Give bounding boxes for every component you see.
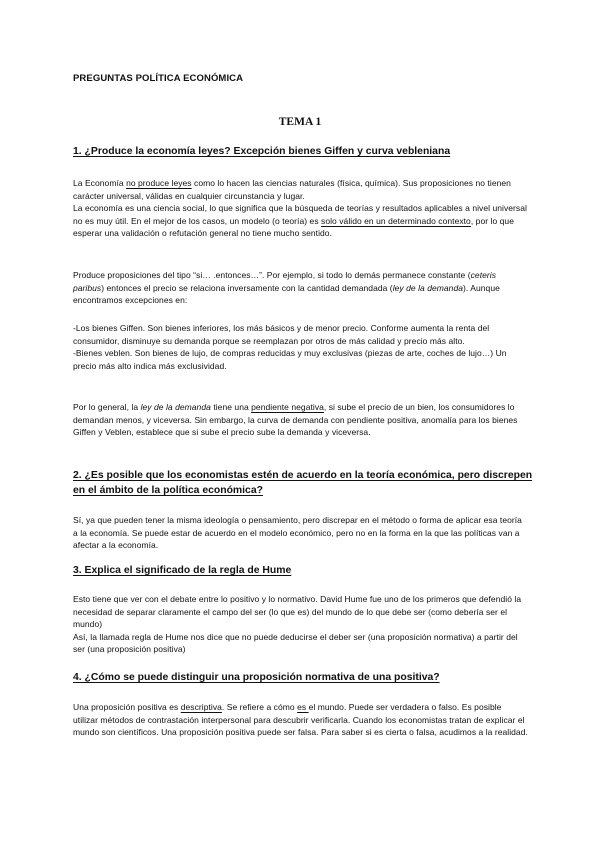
document-title: PREGUNTAS POLÍTICA ECONÓMICA (73, 73, 244, 84)
q1-paragraph-1: La Economía no produce leyes como lo hacen las ciencias naturales (física, química). Sus proposiciones no tienen carácter universal, válidas en cualquier circunstancia y lugar. La economía es una ciencia social, lo que significa que la búsqueda de teorías y resultados aplicables a nivel universal no es muy útil. En el mejor de los casos, un modelo (o teoría) es solo válido en un determinado contexto, por lo que esperar una validación o refutación general no tiene mucho sentido. (73, 178, 527, 238)
q4-underline-es: es (297, 702, 309, 712)
section-title: TEMA 1 (278, 116, 322, 128)
q1-underline-pendiente-negativa: pendiente negativa (251, 402, 324, 412)
q1-underline-no-produce-leyes: no produce leyes (126, 178, 192, 188)
q3-paragraph-1: Esto tiene que ver con el debate entre lo positivo y lo normativo. David Hume fue uno de los primeros que defendió la necesidad de separar claramente el campo del ser (lo que es) del mundo de lo que debe ser (como debería ser el mundo) Así, la llamada regla de Hume nos dice que no puede deducirse el deber ser (una proposición normativa) a partir del ser (una proposición positiva) (73, 594, 522, 654)
q1-paragraph-2: Produce proposiciones del tipo “si… .entonces…”. Por ejemplo, si todo lo demás permanece constante (ceteris paribus) entonces el precio se relaciona inversamente con la cantidad demandada (ley de la demanda). Aunque encontramos excepciones en: (73, 270, 500, 305)
question-4-heading: 4. ¿Cómo se puede distinguir una proposición normativa de una positiva? (73, 672, 440, 683)
question-2-heading: 2. ¿Es posible que los economistas estén de acuerdo en la teoría económica, pero discrepen en el ámbito de la política económica? (73, 470, 533, 496)
q1-paragraph-4: Por lo general, la ley de la demanda tiene una pendiente negativa, si sube el precio de un bien, los consumidores lo demandan menos, y viceversa. Sin embargo, la curva de demanda con pendiente positiva, anomalía para los bienes Giffen y Veblen, establece que si sube el precio sube la demanda y viceversa. (73, 402, 518, 437)
q1-paragraph-3: -Los bienes Giffen. Son bienes inferiores, los más básicos y de menor precio. Conforme aumenta la renta del consumidor, disminuye su demanda porque se reemplazan por otros de más calidad y precio más alto. -Bienes veblen. Son bienes de lujo, de compras reducidas y muy exclusivas (piezas de arte, coches de lujo…) Un precio más alto indica más exclusividad. (73, 323, 507, 371)
q4-paragraph-1: Una proposición positiva es descriptiva. Se refiere a cómo es el mundo. Puede ser verdadera o falso. Es posible utilizar métodos de contrastación interpersonal para descubrir verificarla. Cuando los economistas tratan de explicar el mundo son científicos. Una proposición positiva puede ser falsa. Para saber si es cierta o falsa, acudimos a la realidad. (73, 702, 528, 737)
question-1-heading: 1. ¿Produce la economía leyes? Excepción bienes Giffen y curva vebleniana (73, 146, 451, 157)
q4-underline-descriptiva: descriptiva (180, 702, 222, 712)
q2-paragraph-1: Sí, ya que pueden tener la misma ideología o pensamiento, pero discrepar en el método o forma de aplicar esa teoría a la economía. Se puede estar de acuerdo en el modelo económico, pero no en la forma en la que las políticas van a afectar a la economía. (73, 515, 522, 550)
question-3-heading: 3. Explica el significado de la regla de Hume (73, 565, 292, 576)
q1-underline-solo-valido: solo válido en un determinado contexto (321, 215, 471, 226)
